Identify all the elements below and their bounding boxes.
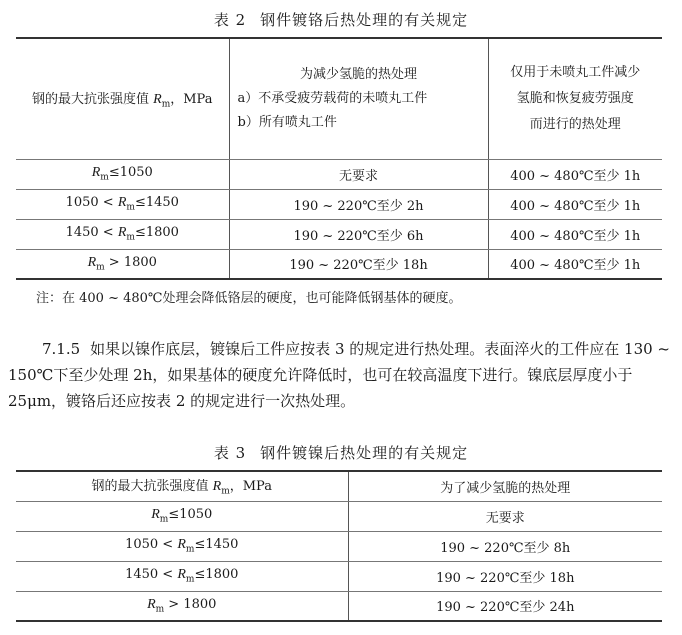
header-label: 钢的最大抗张强度值 — [91, 479, 213, 495]
header-item-b: b）所有喷丸工件 — [237, 114, 337, 130]
table2-header-row — [16, 38, 662, 159]
table2-caption-number: 表 2 — [213, 11, 247, 29]
table2-note: 注：在 400 ~ 480℃处理会降低铬层的硬度，也可能降低钢基体的硬度。 — [36, 291, 462, 306]
table3-caption-number: 表 3 — [213, 444, 247, 462]
section-text: 如果以镍作底层，镀镍后工件应按表 3 的规定进行热处理。表面淬火的工件应在 130 ~ 150℃下至少处理 2h，如果基体的硬度允许降低时，也可在较高温度下进行。镍底层厚度小于 25μm，镀铬后还应按表 2 的规定进行一次热处理。 — [8, 340, 670, 410]
hydrogen-cell: 190 ~ 220℃至少 18h — [229, 249, 488, 279]
symbol-r: R — [177, 567, 186, 583]
symbol-r: R — [212, 479, 222, 495]
strength-cell — [16, 531, 348, 561]
strength-cell — [16, 561, 348, 591]
range-prefix: 1450 < — [125, 567, 178, 583]
table-row — [16, 531, 662, 561]
table3-header-hydrogen: 为了减少氢脆的热处理 — [348, 471, 662, 501]
header-line: 氢脆和恢复疲劳强度 — [516, 90, 634, 106]
hydrogen-cell: 190 ~ 220℃至少 18h — [348, 561, 662, 591]
range-prefix: 1050 < — [125, 537, 178, 553]
table3-caption-title: 钢件镀镍后热处理的有关规定 — [260, 444, 469, 462]
table-row — [16, 159, 662, 189]
fatigue-cell: 400 ~ 480℃至少 1h — [488, 219, 662, 249]
header-unit: ，MPa — [170, 91, 213, 107]
symbol-r: R — [151, 507, 160, 523]
symbol-sub: m — [185, 544, 195, 555]
strength-cell — [16, 501, 348, 531]
strength-cell — [16, 159, 229, 189]
range-prefix: 1050 < — [65, 195, 118, 211]
table3-header-strength — [16, 471, 348, 501]
symbol-r: R — [177, 537, 186, 553]
header-line: 而进行的热处理 — [529, 116, 621, 132]
table2-header-strength — [16, 38, 229, 159]
symbol-r: R — [91, 165, 101, 181]
header-item-a: a）不承受疲劳载荷的未喷丸工件 — [237, 90, 428, 106]
header-title: 为减少氢脆的热处理 — [299, 66, 417, 82]
symbol-r: R — [87, 254, 97, 270]
table2 — [16, 37, 662, 280]
hydrogen-cell: 190 ~ 220℃至少 6h — [229, 219, 488, 249]
table2-caption-title: 钢件镀铬后热处理的有关规定 — [260, 11, 469, 29]
fatigue-cell: 400 ~ 480℃至少 1h — [488, 159, 662, 189]
range-suffix: ≤1050 — [168, 507, 213, 523]
fatigue-cell: 400 ~ 480℃至少 1h — [488, 249, 662, 279]
symbol-sub: m — [126, 202, 135, 213]
table3 — [16, 470, 662, 622]
range-suffix: > 1800 — [104, 254, 157, 270]
hydrogen-cell: 无要求 — [229, 159, 488, 189]
strength-cell — [16, 591, 348, 621]
table3-caption — [0, 442, 682, 463]
table-row — [16, 561, 662, 591]
range-prefix: 1450 < — [65, 225, 118, 241]
table2-header-fatigue — [488, 38, 662, 159]
section-number: 7.1.5 — [42, 340, 81, 358]
range-suffix: ≤1050 — [108, 165, 153, 181]
fatigue-cell: 400 ~ 480℃至少 1h — [488, 189, 662, 219]
symbol-sub: m — [185, 574, 195, 585]
strength-cell — [16, 249, 229, 279]
section-paragraph — [8, 336, 674, 414]
strength-cell — [16, 189, 229, 219]
symbol-sub: m — [161, 99, 171, 110]
header-unit: ，MPa — [229, 479, 272, 495]
strength-cell — [16, 219, 229, 249]
range-suffix: ≤1450 — [194, 537, 239, 553]
range-suffix: ≤1800 — [194, 567, 239, 583]
hydrogen-cell: 190 ~ 220℃至少 8h — [348, 531, 662, 561]
table-row — [16, 189, 662, 219]
symbol-r: R — [117, 225, 127, 241]
symbol-sub: m — [126, 232, 135, 243]
symbol-sub: m — [159, 514, 169, 525]
range-suffix: ≤1800 — [134, 225, 179, 241]
table2-caption — [0, 9, 682, 30]
table-row — [16, 501, 662, 531]
symbol-sub: m — [100, 172, 109, 183]
hydrogen-cell: 190 ~ 220℃至少 2h — [229, 189, 488, 219]
table2-header-hydrogen — [229, 38, 488, 159]
table-row — [16, 219, 662, 249]
hydrogen-cell: 无要求 — [348, 501, 662, 531]
hydrogen-cell: 190 ~ 220℃至少 24h — [348, 591, 662, 621]
table-row — [16, 249, 662, 279]
symbol-sub: m — [96, 262, 105, 273]
table3-header-row — [16, 471, 662, 501]
header-line: 仅用于未喷丸工件减少 — [510, 64, 641, 80]
symbol-r: R — [147, 596, 156, 612]
symbol-sub: m — [221, 487, 230, 498]
symbol-r: R — [117, 195, 127, 211]
range-suffix: ≤1450 — [134, 195, 179, 211]
symbol-sub: m — [155, 604, 165, 615]
range-suffix: > 1800 — [164, 596, 217, 612]
symbol-r: R — [153, 91, 162, 107]
header-label: 钢的最大抗张强度值 — [32, 91, 154, 107]
table-row — [16, 591, 662, 621]
